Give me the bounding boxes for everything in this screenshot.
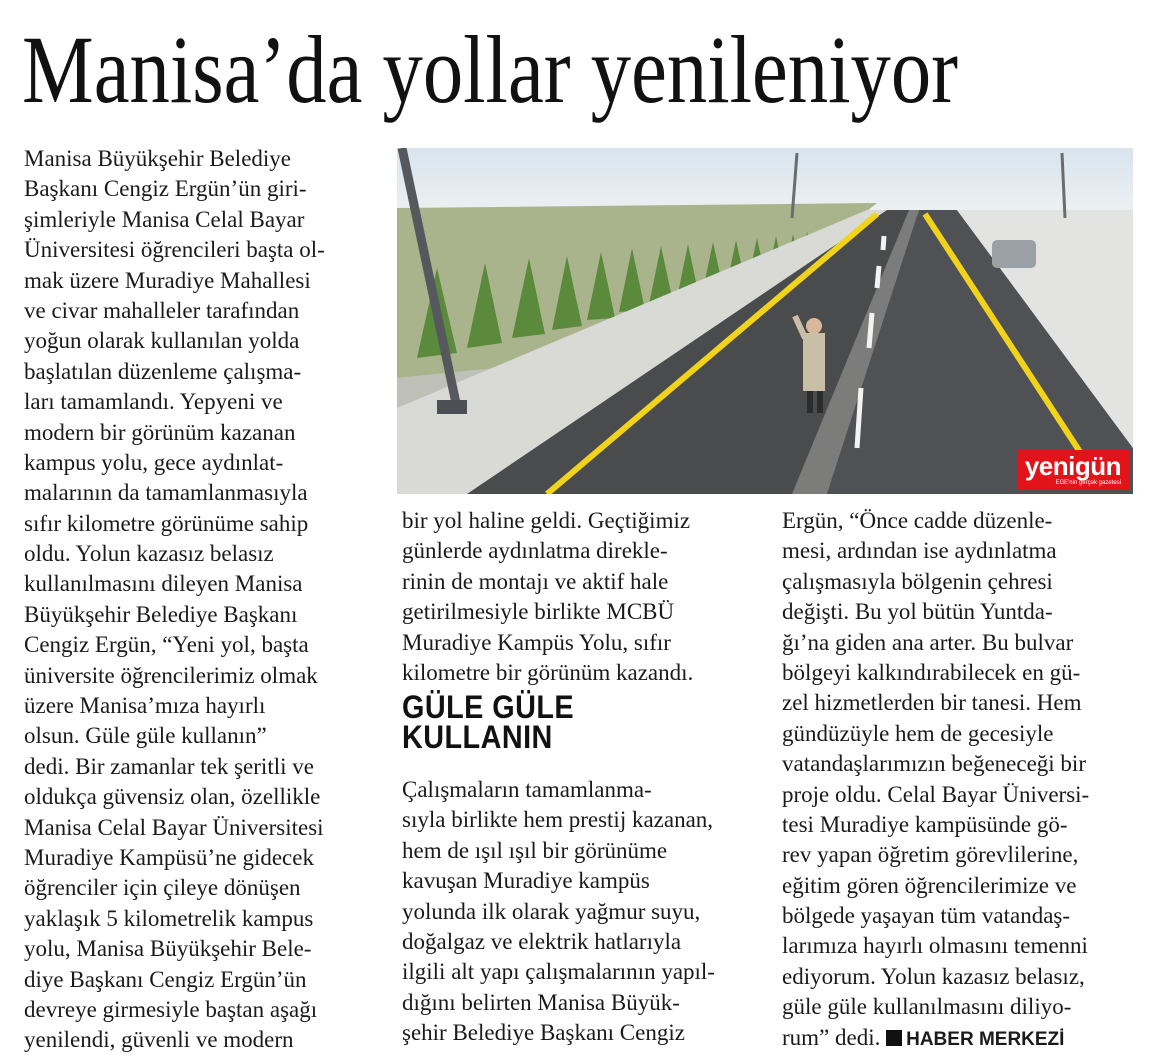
road-photo: [397, 148, 1133, 494]
text-line: kavuşan Muradiye kampüs: [402, 868, 650, 894]
text-line: rinin de montajı ve aktif hale: [402, 568, 669, 594]
text-line: başlatılan düzenleme çalışma-: [24, 358, 302, 384]
text-line: Manisa Celal Bayar Üniversitesi: [24, 814, 324, 840]
text-line: dığını belirten Manisa Büyük-: [402, 989, 680, 1015]
text-line: değişti. Bu yol bütün Yuntda-: [782, 599, 1053, 625]
logo-tagline: EGE'nin gerçek gazetesi: [1055, 480, 1121, 486]
text-line: ğı’na giden ana arter. Bu bulvar: [782, 629, 1074, 655]
text-line: Üniversitesi öğrencileri başta ol-: [24, 237, 325, 263]
text-line: hem de ışıl ışıl bir görünüme: [402, 837, 668, 863]
text-line: getirilmesiyle birlikte MCBÜ: [402, 599, 675, 625]
text-line: yolu, Manisa Büyükşehir Bele-: [24, 936, 312, 962]
text-line: zel hizmetlerden bir tanesi. Hem: [782, 690, 1082, 716]
text-line: Muradiye Kampüs Yolu, sıfır: [402, 629, 671, 655]
logo-text: yenigün: [1024, 451, 1121, 481]
text-line: çalışmasıyla bölgenin çehresi: [782, 568, 1053, 594]
text-line: ve civar mahalleler tarafından: [24, 297, 300, 323]
text-line: kullanılmasını dileyen Manisa: [24, 571, 303, 597]
article-column-2-continued: [402, 775, 760, 1049]
byline-square-icon: [886, 1030, 902, 1046]
headline: Manisa’da yollar yenileniyor: [22, 16, 959, 123]
text-line: yolunda ilk olarak yağmur suyu,: [402, 898, 701, 924]
text-line: güle güle kullanılmasını diliyo-: [782, 994, 1072, 1020]
text-line: şehir Belediye Başkanı Cengiz: [402, 1020, 685, 1046]
text-line: proje oldu. Celal Bayar Üniversi-: [782, 781, 1090, 807]
text-line: Ergün, “Önce cadde düzenle-: [782, 508, 1053, 533]
text-line: bir yol haline geldi. Geçtiğimiz: [402, 508, 691, 533]
text-line: vatandaşlarımızın beğeneceği bir: [782, 751, 1086, 777]
byline: HABER MERKEZİ: [906, 1028, 1065, 1050]
text-line: KULLANIN: [402, 719, 553, 756]
text-line: kilometre bir görünüm kazandı.: [402, 659, 694, 685]
text-line: Çalışmaların tamamlanma-: [402, 777, 652, 802]
text-line: Başkanı Cengiz Ergün’ün giri-: [24, 176, 307, 202]
text-line: oldukça güvensiz olan, özellikle: [24, 784, 321, 810]
text-line: Büyükşehir Belediye Başkanı: [24, 601, 298, 627]
text-line: Muradiye Kampüsü’ne gidecek: [24, 844, 314, 870]
text-line: günlerde aydınlatma direkle-: [402, 538, 668, 564]
text-line: ediyorum. Yolun kazasız belasız,: [782, 963, 1085, 989]
text-line: modern bir görünüm kazanan: [24, 419, 296, 445]
text-line: üzere Manisa’mıza hayırlı: [24, 693, 266, 719]
text-line: bölgede yaşayan tüm vatandaş-: [782, 903, 1071, 929]
article-column-3: [782, 506, 1132, 1053]
text-line: Manisa Büyükşehir Belediye: [24, 146, 292, 171]
text-line: mesi, ardından ise aydınlatma: [782, 538, 1057, 564]
text-line: sıyla birlikte hem prestij kazanan,: [402, 807, 714, 833]
text-line: bölgeyi kalkındırabilecek en gü-: [782, 659, 1081, 685]
text-line: diye Başkanı Cengiz Ergün’ün: [24, 966, 307, 992]
text-line: öğrenciler için çileye dönüşen: [24, 875, 301, 901]
text-line: GÜLE GÜLE: [402, 689, 575, 725]
road-illustration: [397, 148, 1133, 494]
text-line: malarının da tamamlanmasıyla: [24, 480, 308, 506]
text-line: ilgili alt yapı çalışmalarının yapıl-: [402, 959, 715, 985]
text-line: dedi. Bir zamanlar tek şeritli ve: [24, 753, 314, 779]
text-line: oldu. Yolun kazasız belasız: [24, 541, 274, 567]
text-line: yoğun olarak kullanılan yolda: [24, 328, 300, 354]
text-line: doğalgaz ve elektrik hatlarıyla: [402, 928, 682, 954]
closing-text: rum” dedi.: [782, 1024, 881, 1050]
text-line: ları tamamlandı. Yepyeni ve: [24, 389, 283, 415]
text-line: eğitim gören öğrencilerimize ve: [782, 872, 1077, 898]
text-line: sıfır kilometre görünüme sahip: [24, 510, 309, 536]
article-column-2: [402, 506, 760, 688]
text-line: devreye girmesiyle baştan aşağı: [24, 996, 318, 1022]
text-line: üniversite öğrencilerimiz olmak: [24, 662, 318, 688]
text-line: mak üzere Muradiye Mahallesi: [24, 267, 311, 293]
text-line: olsun. Güle güle kullanın”: [24, 723, 267, 749]
article-column-1: [24, 144, 384, 1056]
text-line: kampus yolu, gece aydınlat-: [24, 449, 284, 475]
newspaper-logo: [1017, 450, 1129, 490]
text-line: Cengiz Ergün, “Yeni yol, başta: [24, 632, 309, 658]
text-line: tesi Muradiye kampüsünde gö-: [782, 811, 1068, 837]
text-line: larımıza hayırlı olmasını temenni: [782, 933, 1088, 959]
article-column-3-body: [782, 506, 1132, 1023]
text-line: yenilendi, güvenli ve modern: [24, 1027, 294, 1053]
closing-line: [782, 1023, 1132, 1053]
text-line: yaklaşık 5 kilometrelik kampus: [24, 905, 314, 931]
text-line: rev yapan öğretim görevlilerine,: [782, 842, 1079, 868]
subheading: [402, 688, 575, 756]
text-line: gündüzüyle hem de gecesiyle: [782, 720, 1054, 746]
text-line: şimleriyle Manisa Celal Bayar: [24, 206, 305, 232]
